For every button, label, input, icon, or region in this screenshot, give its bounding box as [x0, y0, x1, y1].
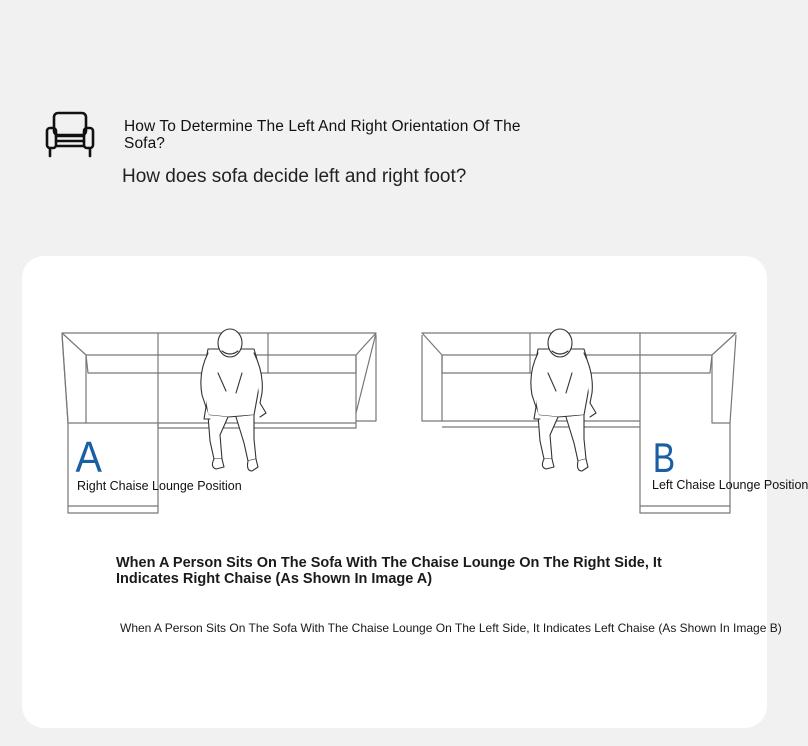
right-chaise-explanation: When A Person Sits On The Sofa With The Chaise Lounge On The Right Side, It Indicates Right Chaise (As Shown In Image A) — [116, 555, 662, 587]
right-chaise-label: Right Chaise Lounge Position — [77, 479, 242, 493]
diagram-letter-b: B — [652, 434, 676, 481]
sofa-diagram-left-chaise — [410, 323, 740, 523]
page-title: How To Determine The Left And Right Orientation Of The Sofa? — [124, 118, 521, 152]
left-chaise-explanation: When A Person Sits On The Sofa With The Chaise Lounge On The Left Side, It Indicates Left Chaise (As Shown In Image B) — [120, 621, 782, 635]
diagram-letter-a: A — [75, 433, 102, 482]
sofa-diagram-right-chaise — [58, 323, 388, 523]
armchair-icon — [44, 110, 96, 160]
orientation-card — [22, 256, 808, 728]
left-chaise-label: Left Chaise Lounge Position — [652, 478, 808, 492]
page-subtitle: How does sofa decide left and right foot? — [122, 166, 467, 187]
